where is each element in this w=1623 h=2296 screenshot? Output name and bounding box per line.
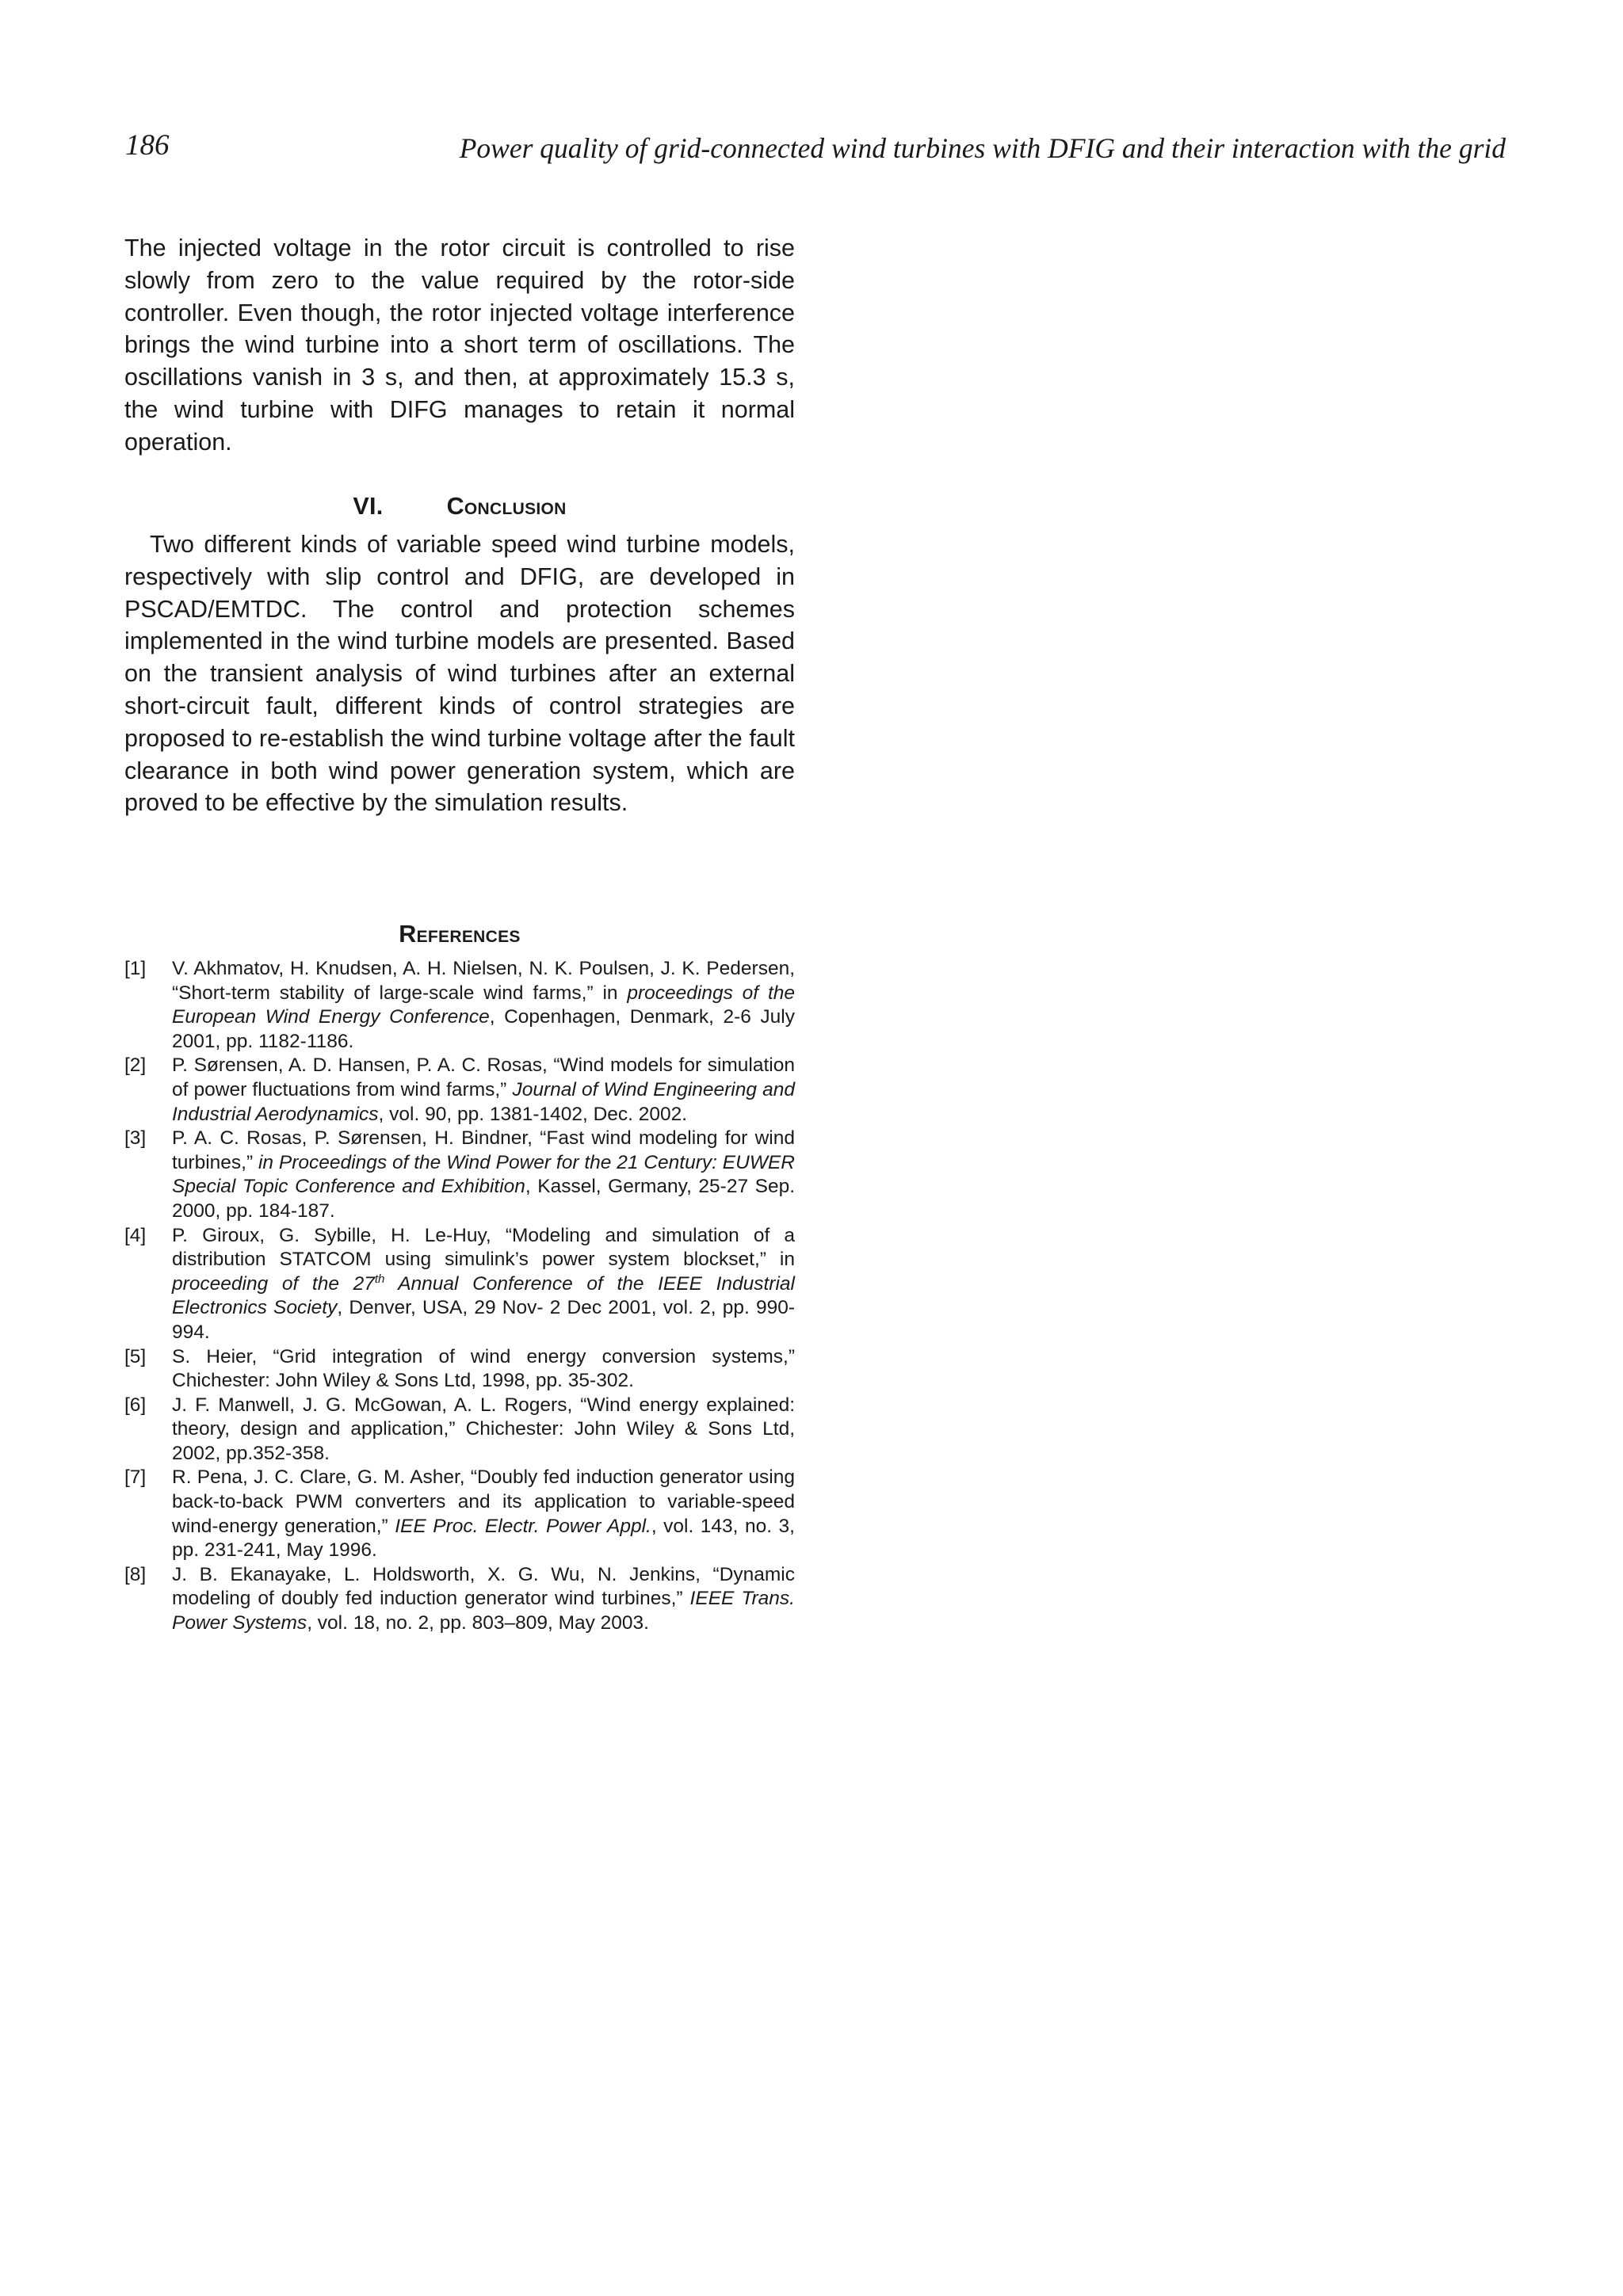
reference-item <box>124 1054 795 1127</box>
reference-plain-text: , Copenhagen, Denmark, 2-6 July 2001, pp. 1182-1186. <box>172 1006 795 1052</box>
reference-italic-text: IEE Proc. Electr. Power Appl. <box>395 1515 651 1537</box>
reference-text <box>172 1466 795 1562</box>
running-title: Power quality of grid-connected wind turbines with DFIG and their interaction with the grid <box>459 132 1506 164</box>
conclusion-heading <box>124 490 795 522</box>
reference-list <box>124 957 795 1636</box>
reference-plain-text: , vol. 18, no. 2, pp. 803–809, May 2003. <box>307 1612 649 1634</box>
reference-number: [6] <box>124 1394 147 1416</box>
reference-number: [1] <box>124 958 147 979</box>
reference-text <box>172 957 795 1054</box>
page-number: 186 <box>125 129 170 162</box>
intro-paragraph: The injected voltage in the rotor circuit is controlled to rise slowly from zero to the value required by the rotor-side controller. Even though, the rotor injected voltage interference brings the wind turbine into a short term of oscillations. The oscillations vanish in 3 s, and then, at approximately 15.3 s, the wind turbine with DIFG manages to retain it normal operation. <box>124 235 795 456</box>
reference-plain-text: J. B. Ekanayake, L. Holdsworth, X. G. Wu, N. Jenkins, “Dynamic modeling of doubly fed induction generator wind turbines,” <box>172 1563 795 1610</box>
reference-text <box>172 1127 795 1223</box>
reference-text <box>172 1224 795 1345</box>
conclusion-paragraph: Two different kinds of variable speed wind turbine models, respectively with slip control and DFIG, are developed in PSCAD/EMTDC. The control and protection schemes implemented in the wind turbine models are presented. Based on the transient analysis of wind turbines after an external short-circuit fault, different kinds of control strategies are proposed to re-establish the wind turbine voltage after the fault clearance in both wind power generation system, which are proved to be effective by the simulation results. <box>124 531 795 817</box>
reference-text <box>172 1394 795 1466</box>
reference-plain-text: P. Giroux, G. Sybille, H. Le-Huy, “Modeling and simulation of a distribution STATCOM using simulink’s power system blockset,” in <box>172 1224 795 1271</box>
reference-italic-text: in Proceedings of the Wind Power for the 21 Century: EUWER Special Topic Conference and Exhibition <box>172 1151 796 1198</box>
reference-text <box>172 1563 795 1636</box>
conclusion-heading-title: Conclusion <box>446 493 567 520</box>
reference-number: [3] <box>124 1127 147 1150</box>
reference-italic-text: th <box>374 1272 385 1286</box>
reference-plain-text: , vol. 90, pp. 1381-1402, Dec. 2002. <box>378 1103 688 1125</box>
reference-italic-text: proceeding of the 27 <box>172 1272 375 1295</box>
reference-plain-text: , vol. 143, no. 3, pp. 231-241, May 1996. <box>172 1515 795 1562</box>
reference-text <box>172 1054 795 1127</box>
reference-item <box>124 1394 795 1466</box>
reference-plain-text: , Kassel, Germany, 25-27 Sep. 2000, pp. 184-187. <box>172 1176 795 1222</box>
reference-plain-text: S. Heier, “Grid integration of wind energy conversion systems,” Chichester: John Wiley & Sons Ltd, 1998, pp. 35-302. <box>172 1345 795 1392</box>
reference-text <box>172 1345 795 1394</box>
reference-plain-text: , Denver, USA, 29 Nov- 2 Dec 2001, vol. 2, pp. 990-994. <box>172 1297 795 1343</box>
reference-number: [7] <box>124 1466 147 1489</box>
reference-plain-text: P. Sørensen, A. D. Hansen, P. A. C. Rosas, “Wind models for simulation of power fluctuations from wind farms,” <box>172 1055 795 1100</box>
reference-item <box>124 1224 795 1345</box>
reference-item <box>124 1466 795 1562</box>
reference-number: [5] <box>124 1345 147 1367</box>
references-heading: References <box>399 921 521 948</box>
references-section <box>124 918 795 1636</box>
reference-plain-text: J. F. Manwell, J. G. McGowan, A. L. Rogers, “Wind energy explained: theory, design and application,” Chichester: John Wiley & Sons Ltd, 2002, pp.352-358. <box>172 1394 795 1464</box>
conclusion-section <box>124 490 795 819</box>
reference-italic-text: proceedings of the European Wind Energy Conference <box>172 982 796 1028</box>
reference-italic-text: IEEE Trans. Power Systems <box>172 1588 795 1634</box>
reference-item <box>124 1563 795 1636</box>
reference-number: [8] <box>124 1563 147 1585</box>
reference-italic-text: Journal of Wind Engineering and Industrial Aerodynamics <box>172 1078 796 1125</box>
reference-number: [2] <box>124 1055 147 1077</box>
reference-italic-text: Annual Conference of the IEEE Industrial Electronics Society <box>172 1272 795 1319</box>
reference-item <box>124 957 795 1054</box>
reference-plain-text: P. A. C. Rosas, P. Sørensen, H. Bindner, “Fast wind modeling for wind turbines,” <box>172 1127 795 1173</box>
reference-number: [4] <box>124 1224 147 1246</box>
intro-section <box>124 232 795 459</box>
reference-plain-text: R. Pena, J. C. Clare, G. M. Asher, “Doubly fed induction generator using back-to-back PWM converters and its application to variable-speed wind-energy generation,” <box>172 1466 795 1537</box>
reference-plain-text: V. Akhmatov, H. Knudsen, A. H. Nielsen, N. K. Poulsen, J. K. Pedersen, “Short-term stability of large-scale wind farms,” in <box>172 958 795 1004</box>
reference-item <box>124 1345 795 1394</box>
conclusion-heading-number: VI. <box>353 493 384 520</box>
reference-item <box>124 1127 795 1223</box>
